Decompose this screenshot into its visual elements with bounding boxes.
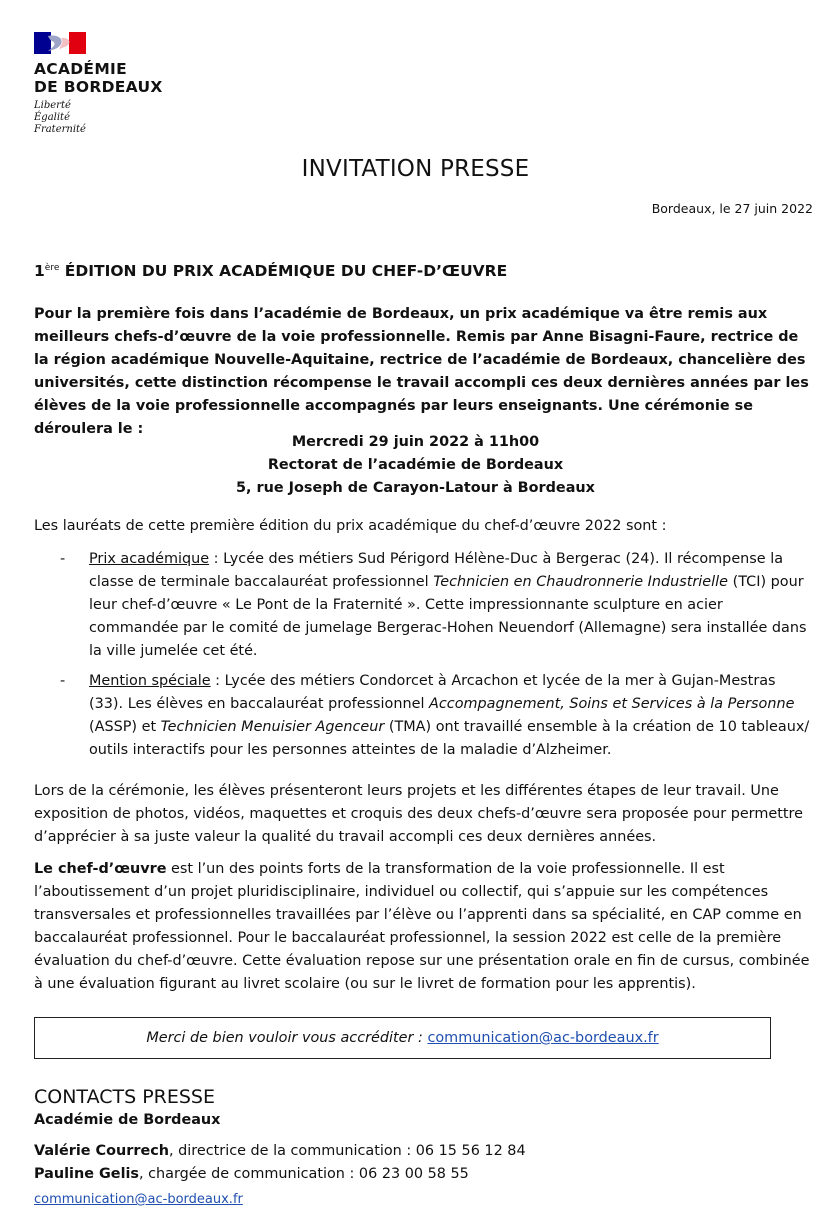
headline-ordinal: ère	[44, 262, 60, 273]
marianne-flag-icon	[34, 32, 86, 54]
accreditation-text: Merci de bien vouloir vous accréditer :	[146, 1030, 428, 1046]
contact-role: , chargée de communication : 06 23 00 58 55	[139, 1166, 469, 1182]
laureate-label: Prix académique	[89, 551, 210, 567]
laureate-program: Accompagnement, Soins et Services à la Personne	[429, 696, 795, 712]
motto-liberte: Liberté	[34, 100, 71, 111]
event-place: Rectorat de l’académie de Bordeaux	[267, 457, 564, 473]
accreditation-box	[34, 1017, 771, 1059]
chef-oeuvre-paragraph	[34, 858, 816, 996]
bullet-dash: -	[60, 673, 66, 689]
event-address: 5, rue Joseph de Carayon-Latour à Bordeaux	[236, 480, 595, 496]
document-title: INVITATION PRESSE	[301, 156, 530, 182]
laureate-desc: : Lycée des métiers Sud Périgord Hélène-Duc à Bergerac (24). Il récompense la classe de terminale baccalauréat professionnel	[89, 551, 784, 590]
chef-oeuvre-text: est l’un des points forts de la transformation de la voie professionnelle. Il est l’aboutissement d’un projet pluridisciplinaire, individuel ou collectif, qui s’appuie sur les compétences transversales et professionnelles travaillées par l’élève ou l’apprenti dans sa spécialité, en CAP comme en baccalauréat professionnel. Pour le baccalauréat professionnel, la session 2022 est celle de la première évaluation du chef-d’œuvre. Cette évaluation repose sur une présentation orale en fin de cursus, combinée à une évaluation figurant au livret scolaire (ou sur le livret de formation pour les apprentis).	[34, 861, 810, 992]
contacts-organisation: Académie de Bordeaux	[34, 1112, 221, 1128]
laureate-text	[89, 548, 813, 663]
motto-egalite: Égalité	[34, 112, 70, 123]
laureate-desc: (ASSP) et	[89, 719, 161, 735]
laureate-program: Technicien en Chaudronnerie Industrielle	[433, 574, 729, 590]
laureates-intro: Les lauréats de cette première édition du prix académique du chef-d’œuvre 2022 sont :	[34, 518, 667, 534]
intro-paragraph: Pour la première fois dans l’académie de Bordeaux, un prix académique va être remis aux meilleurs chefs-d’œuvre de la voie professionnelle. Remis par Anne Bisagni-Faure, rectrice de la région académique Nouvelle-Aquitaine, rectrice de l’académie de Bordeaux, chancelière des universités, cette distinction récompense le travail accompli ces deux dernières années par les élèves de la voie professionnelle accompagnés par leurs enseignants. Une cérémonie se déroulera le :	[34, 306, 809, 437]
chef-oeuvre-lead: Le chef-d’œuvre	[34, 861, 167, 877]
headline-text: ÉDITION DU PRIX ACADÉMIQUE DU CHEF-D’ŒUVRE	[59, 262, 508, 280]
laureate-text	[89, 670, 813, 762]
accreditation-email-link[interactable]: communication@ac-bordeaux.fr	[427, 1030, 659, 1046]
event-date: Mercredi 29 juin 2022 à 11h00	[291, 434, 540, 450]
event-details	[0, 431, 831, 500]
contact-person	[34, 1166, 469, 1182]
bullet-dash: -	[60, 551, 66, 567]
laureate-desc: (TMA) ont travaillé ensemble à la création de 10 tableaux/ outils interactifs pour les personnes atteintes de la maladie d’Alzheimer.	[89, 719, 810, 758]
laureate-item	[34, 548, 816, 663]
logo-line-2: DE BORDEAUX	[34, 78, 163, 96]
ceremony-paragraph: Lors de la cérémonie, les élèves présenteront leurs projets et les différentes étapes de leur travail. Une exposition de photos, vidéos, maquettes et croquis des deux chefs-d’œuvre sera proposée pour permettre d’apprécier à sa juste valeur la qualité du travail accompli ces deux dernières années.	[34, 783, 803, 845]
contact-person	[34, 1143, 526, 1159]
academie-logo	[34, 32, 234, 136]
dateline: Bordeaux, le 27 juin 2022	[651, 201, 813, 216]
headline	[34, 262, 507, 280]
republic-motto	[34, 100, 234, 136]
motto-fraternite: Fraternité	[34, 124, 86, 135]
logo-name	[34, 60, 234, 96]
headline-number: 1	[34, 262, 45, 280]
laureate-label: Mention spéciale	[89, 673, 211, 689]
laureate-item	[34, 670, 816, 762]
contact-name: Pauline Gelis	[34, 1166, 139, 1182]
contact-name: Valérie Courrech	[34, 1143, 169, 1159]
laureate-desc: : Lycée des métiers Condorcet à Arcachon et lycée de la mer à Gujan-Mestras (33). Les élèves en baccalauréat professionnel	[89, 673, 776, 712]
contacts-title: CONTACTS PRESSE	[34, 1086, 215, 1108]
contacts-email-link[interactable]: communication@ac-bordeaux.fr	[34, 1192, 243, 1207]
logo-line-1: ACADÉMIE	[34, 60, 128, 78]
laureate-program: Technicien Menuisier Agenceur	[160, 719, 385, 735]
contact-role: , directrice de la communication : 06 15 56 12 84	[168, 1143, 526, 1159]
contacts-email-wrap	[34, 1192, 243, 1207]
laureate-desc: (TCI) pour leur chef-d’œuvre « Le Pont de la Fraternité ». Cette impressionnante sculpture en acier commandée par le comité de jumelage Bergerac-Hohen Neuendorf (Allemagne) sera installée dans la ville jumelée cet été.	[89, 574, 807, 659]
